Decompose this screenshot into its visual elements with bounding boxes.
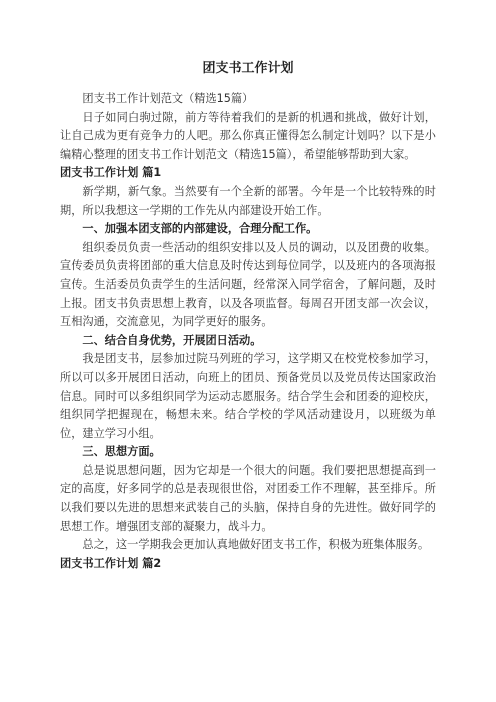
s1-subheading-1: 一、加强本团支部的内部建设，合理分配工作。: [82, 222, 318, 236]
s1-subheading-3: 三、思想方面。: [82, 445, 161, 459]
section-heading-2: 团支书工作计划 篇2: [60, 556, 162, 570]
s1-paragraph-4: 总是说思想问题，因为它却是一个很大的问题。我们要把思想提高到一定的高度，好多同学的总是表现很世俗，对团委工作不理解，甚至排斥。所以我们要以先进的思想来武装自己的头脑，保持自身的先进性。做好同学的思想工作。增强团支部的凝聚力，战斗力。: [60, 463, 436, 533]
s1-paragraph-1: 新学期，新气象。当然要有一个全新的部署。今年是一个比较特殊的时期，所以我想这一学期的工作先从内部建设开始工作。: [60, 184, 436, 217]
document-title: 团支书工作计划: [202, 61, 294, 76]
intro-paragraph: 日子如同白驹过隙，前方等待着我们的是新的机遇和挑战，做好计划，让自己成为更有竞争力的人吧。那么你真正懂得怎么制定计划吗？以下是小编精心整理的团支书工作计划范文（精选15篇），希望能够帮助到大家。: [60, 110, 436, 161]
subtitle: 团支书工作计划范文（精选15篇）: [82, 92, 254, 105]
section-heading-1: 团支书工作计划 篇1: [60, 166, 162, 180]
s1-paragraph-2: 组织委员负责一些活动的组织安排以及人员的调动，以及团费的收集。宣传委员负责将团部的重大信息及时传达到每位同学，以及班内的各项海报宣传。生活委员负责学生的生活问题，经常深入同学宿舍，了解问题，及时上报。团支书负责思想上教育，以及各项监督。每周召开团支部一次会议，互相沟通，交流意见，为同学更好的服务。: [60, 240, 436, 329]
s1-subheading-2: 二、结合自身优势，开展团日活动。: [82, 333, 262, 347]
s1-paragraph-3: 我是团支书，层参加过院马列班的学习，这学期又在校党校参加学习，所以可以多开展团日活动，向班上的团员、预备党员以及党员传达国家政治信息。同时可以多组织同学为运动志愿服务。结合学生会和团委的迎校庆，组织同学把握现在，畅想未来。结合学校的学风活动建设月，以班级为单位，建立学习小组。: [60, 352, 436, 440]
s1-paragraph-5: 总之，这一学期我会更加认真地做好团支书工作，积极为班集体服务。: [82, 538, 430, 552]
